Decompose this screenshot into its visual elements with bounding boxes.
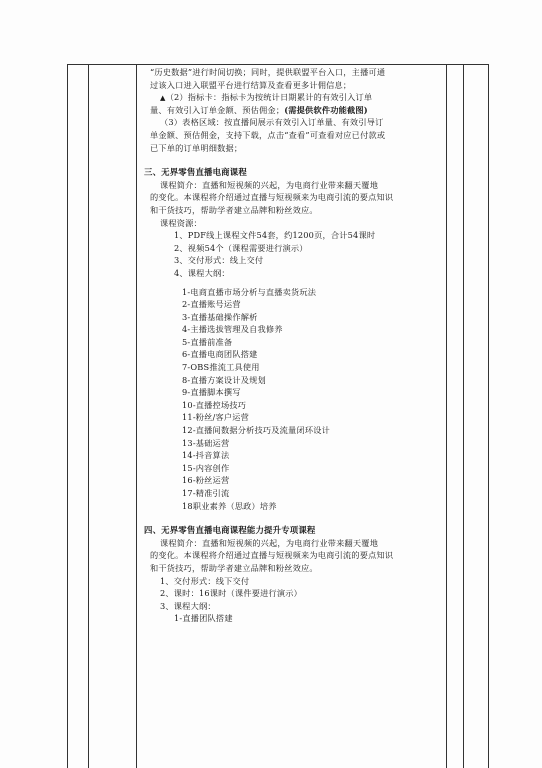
course-item: 3、课程大纲： — [160, 600, 216, 611]
text-span: 量、有效引入订单金额、预估佣金； — [150, 104, 285, 115]
resource-item: 1、PDF线上课程文件54套，约1200页，合计54课时 — [174, 230, 376, 241]
text-line: “历史数据”进行时间切换；同时，提供联盟平台入口，主播可通 — [150, 67, 386, 77]
outline-item: 12-直播间数据分析技巧及流量闭环设计 — [182, 425, 330, 436]
resource-item: 2、视频54个（课程需要进行演示） — [174, 242, 308, 253]
text-line: 的变化。本课程将介绍通过直播与短视频来为电商引流的要点知识 — [150, 550, 394, 561]
resource-item: 4、课程大纲： — [174, 267, 230, 278]
outline-item: 14-抖音算法 — [182, 450, 230, 461]
text-line: 和干货技巧，帮助学者建立品牌和粉丝效应。 — [150, 204, 318, 215]
outline-item: 11-粉丝/客户运营 — [182, 412, 250, 423]
triangle-marker-icon: ▲ — [160, 94, 166, 103]
text-line: 过该入口进入联盟平台进行结算及查看更多计佣信息； — [150, 79, 352, 90]
outline-item: 10-直播控场技巧 — [182, 399, 247, 410]
text-line: 和干货技巧，帮助学者建立品牌和粉丝效应。 — [150, 562, 318, 573]
outline-item: 17-精准引流 — [182, 488, 230, 498]
outline-item: 4-主播选拔管理及自我修养 — [182, 324, 283, 335]
text-line: 的变化。本课程将介绍通过直播与短视频来为电商引流的要点知识 — [150, 192, 394, 203]
bold-note: (需提供软件功能截图) — [284, 104, 368, 115]
outline-item: 18职业素养（思政）培养 — [182, 500, 277, 511]
resource-item: 3、交付形式：线上交付 — [174, 255, 264, 266]
outline-item: 3-直播基础操作解析 — [182, 311, 258, 322]
course-item: 1、交付形式：线下交付 — [160, 575, 250, 586]
cell-content — [144, 66, 440, 625]
outline-item: 15-内容创作 — [182, 462, 230, 473]
text-line — [150, 91, 440, 104]
text-line — [150, 104, 440, 117]
table-top-border — [67, 64, 489, 65]
resources-title: 课程资源： — [160, 217, 202, 228]
outline-item: 2-直播账号运营 — [182, 299, 241, 310]
text-span: （2）指标卡：指标卡为按统计日期累计的有效引入订单 — [165, 92, 373, 103]
outline-item: 9-直播脚本撰写 — [182, 387, 241, 398]
section-heading-3: 三、无界零售直播电商课程 — [144, 167, 247, 178]
table-border-right — [488, 64, 489, 768]
course-item: 2、课时：16课时（课件要进行演示） — [160, 588, 303, 599]
table-border-col4 — [463, 64, 464, 768]
outline-item: 5-直播前准备 — [182, 336, 233, 347]
outline-item: 1-电商直播市场分析与直播卖货玩法 — [182, 286, 317, 297]
table-border-col2 — [136, 64, 137, 768]
outline-item: 8-直播方案设计及规划 — [182, 374, 266, 385]
section-heading-4: 四、无界零售直播电商课程能力提升专项课程 — [144, 525, 316, 536]
outline-item: 7-OBS推流工具使用 — [182, 362, 260, 373]
outline-item: 1-直播团队搭建 — [174, 613, 233, 624]
text-line: 已下单的订单明细数据； — [150, 142, 243, 153]
outline-item: 16-粉丝运营 — [182, 475, 230, 486]
table-border-left — [67, 64, 68, 768]
outline-item: 13-基础运营 — [182, 437, 230, 448]
text-line: （3）表格区域：按直播间展示有效引入订单量、有效引导订 — [160, 117, 384, 128]
table-border-col1 — [88, 64, 89, 768]
text-line: 课程简介：直播和短视频的兴起，为电商行业带来翻天覆地 — [160, 179, 379, 190]
text-line: 单金额、预估佣金，支持下载，点击“查看”可查看对应已付款或 — [150, 129, 386, 140]
table-border-col3 — [446, 64, 447, 768]
outline-item: 6-直播电商团队搭建 — [182, 349, 258, 360]
text-line: 课程简介：直播和短视频的兴起，为电商行业带来翻天覆地 — [160, 537, 379, 548]
